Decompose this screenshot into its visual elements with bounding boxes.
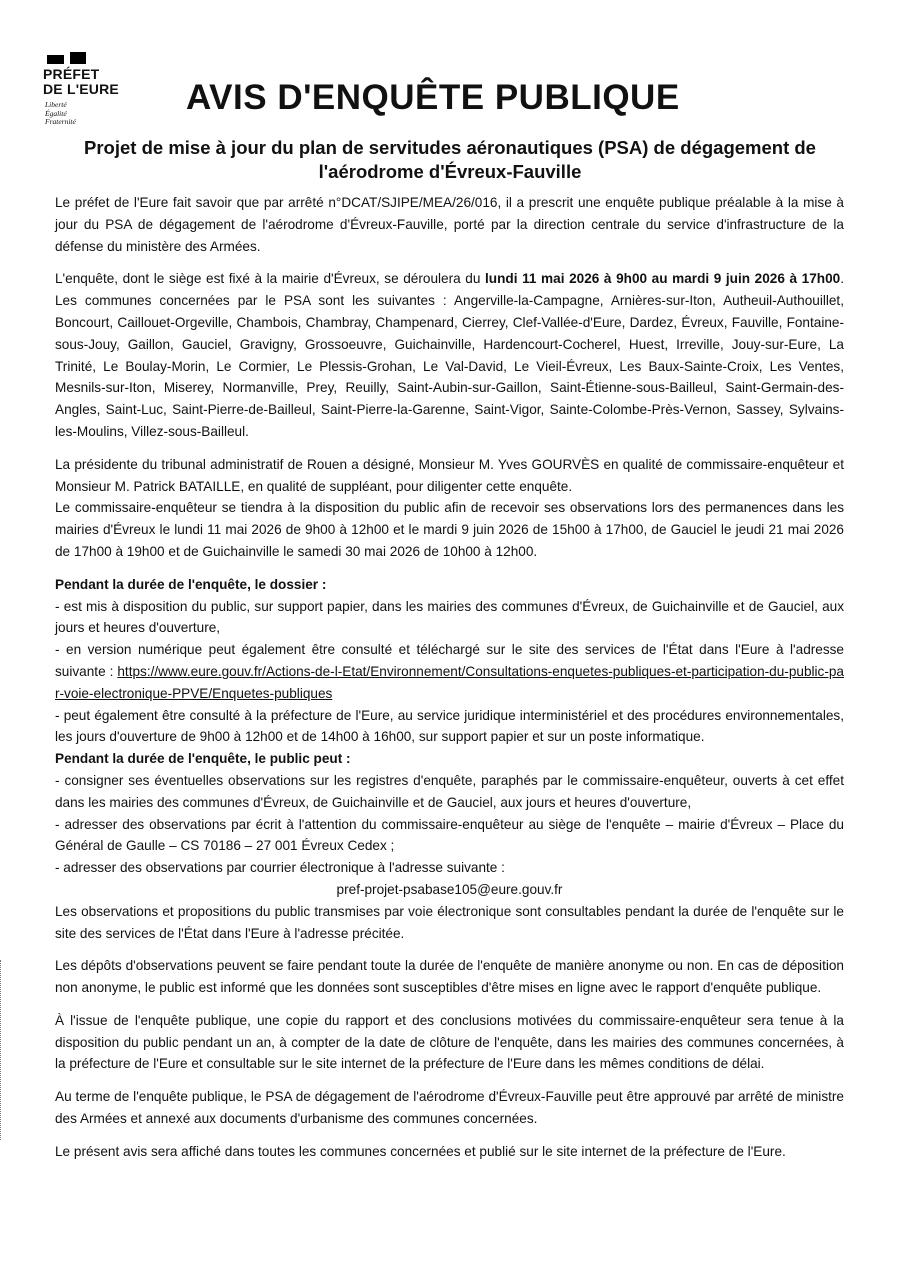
motto-egalite: Égalité [45, 108, 67, 118]
motto-liberte: Liberté [45, 100, 67, 109]
logo-line-1: PRÉFET [43, 66, 100, 82]
public-item-email: - adresser des observations par courrier électronique à l'adresse suivante : [55, 860, 505, 876]
notice-body [55, 192, 844, 1163]
dossier-item-digital [55, 639, 844, 704]
public-item-mail: - adresser des observations par écrit à l'attention du commissaire-enquêteur au siège de l'enquête – mairie d'Évreux – Place du Général de Gaulle – CS 70186 – 27 001 Évreux Cedex ; [55, 816, 844, 854]
dossier-item-prefecture: - peut également être consulté à la préfecture de l'Eure, au service juridique interministériel et des procédures environnementales, les jours d'ouverture de 9h00 à 12h00 et de 14h00 à 16h00, sur support papier et sur un poste informatique. [55, 707, 844, 745]
scan-edge-divider [0, 960, 2, 1140]
paragraph-prescription: Le préfet de l'Eure fait savoir que par arrêté n°DCAT/SJIPE/MEA/26/016, il a prescrit une enquête publique préalable à la mise à jour du PSA de dégagement de l'aérodrome d'Évreux-Fauville, porté par la direction centrale du service d'infrastructure de la défense du ministère des Armées. [55, 195, 844, 254]
marianne-flag-icon [47, 52, 143, 64]
paragraph-anonymity: Les dépôts d'observations peuvent se faire pendant toute la durée de l'enquête de manière anonyme ou non. En cas de déposition non anonyme, le public est informé que les données sont susceptibles d'être mises en ligne avec le rapport d'enquête publique. [55, 958, 844, 996]
prefecture-logo [43, 52, 143, 127]
dates-intro: L'enquête, dont le siège est fixé à la mairie d'Évreux, se déroulera du [55, 271, 486, 287]
paragraph-publication: Le présent avis sera affiché dans toutes les communes concernées et publié sur le site internet de la préfecture de l'Eure. [55, 1143, 786, 1159]
paragraph-permanences: Le commissaire-enquêteur se tiendra à la disposition du public afin de recevoir ses observations lors des permanences dans les mairies d'Évreux le lundi 11 mai 2026 de 9h00 à 12h00 et le mardi 9 juin 2026 de 15h00 à 17h00, de Gauciel le jeudi 21 mai 2026 de 17h00 à 19h00 et de Guichainville le samedi 30 mai 2026 de 10h00 à 12h00. [55, 500, 844, 559]
paragraph-online-observations: Les observations et propositions du public transmises par voie électronique sont consultables pendant la durée de l'enquête sur le site des services de l'État dans l'Eure à l'adresse précitée. [55, 903, 844, 941]
public-item-registers: - consigner ses éventuelles observations sur les registres d'enquête, paraphés par le commissaire-enquêteur, ouverts à cet effet dans les mairies des communes d'Évreux, de Guichainville et de Gauciel, aux jours et heures d'ouverture, [55, 772, 844, 810]
enquiry-dates: lundi 11 mai 2026 à 9h00 au mardi 9 juin 2026 à 17h00 [485, 271, 841, 287]
motto-fraternite: Fraternité [45, 117, 76, 126]
dossier-digital-text: - en version numérique peut également être consulté et téléchargé sur le site des services de l'État dans l'Eure à l'adresse suivante : [55, 642, 844, 679]
dossier-heading: Pendant la durée de l'enquête, le dossier : [55, 576, 327, 592]
logo-line-2: DE L'EURE [43, 81, 119, 97]
page-title: AVIS D'ENQUÊTE PUBLIQUE [186, 78, 680, 117]
dossier-item-paper: - est mis à disposition du public, sur support papier, dans les mairies des communes d'Évreux, de Guichainville et de Gauciel, aux jours et heures d'ouverture, [55, 598, 844, 636]
contact-email[interactable]: pref-projet-psabase105@eure.gouv.fr [336, 881, 563, 897]
paragraph-commissioner: La présidente du tribunal administratif de Rouen a désigné, Monsieur M. Yves GOURVÈS en qualité de commissaire-enquêteur et Monsieur M. Patrick BATAILLE, en qualité de suppléant, pour diligenter cette enquête. [55, 456, 844, 494]
paragraph-dates-communes [55, 268, 844, 442]
paragraph-approval: Au terme de l'enquête publique, le PSA de dégagement de l'aérodrome d'Évreux-Fauville peut être approuvé par arrêté de ministre des Armées et annexé aux documents d'urbanisme des communes concernées. [55, 1089, 844, 1127]
dossier-url-link[interactable]: https://www.eure.gouv.fr/Actions-de-l-Etat/Environnement/Consultations-enquetes-publiques-et-participation-du-public-par-voie-electronique-PPVE/Enquetes-publiques [55, 663, 844, 701]
public-heading: Pendant la durée de l'enquête, le public peut : [55, 751, 351, 767]
logo-motto [45, 101, 143, 127]
paragraph-report: À l'issue de l'enquête publique, une copie du rapport et des conclusions motivées du commissaire-enquêteur sera tenue à la disposition du public pendant un an, à compter de la date de clôture de l'enquête, dans les mairies des communes concernées, à la préfecture de l'Eure et consultable sur le site internet de la préfecture de l'Eure dans les mêmes conditions de délai. [55, 1012, 844, 1072]
communes-list: . Les communes concernées par le PSA sont les suivantes : Angerville-la-Campagne, Arnières-sur-Iton, Autheuil-Authouillet, Boncourt, Caillouet-Orgeville, Chambois, Chambray, Champenard, Cierrey, Clef-Vallée-d'Eure, Dardez, Évreux, Fauville, Fontaine-sous-Jouy, Gaillon, Gauciel, Gravigny, Grossoeuvre, Guichainville, Hardencourt-Cocherel, Huest, Irreville, Jouy-sur-Eure, La Trinité, Le Boulay-Morin, Le Cormier, Le Plessis-Grohan, Le Val-David, Le Vieil-Évreux, Les Baux-Sainte-Croix, Les Ventes, Mesnils-sur-Iton, Miserey, Normanville, Prey, Reuilly, Saint-Aubin-sur-Gaillon, Saint-Étienne-sous-Bailleul, Saint-Germain-des-Angles, Saint-Luc, Saint-Pierre-de-Bailleul, Saint-Pierre-la-Garenne, Saint-Vigor, Sainte-Colombe-Près-Vernon, Sassey, Sylvains-les-Moulins, Villez-sous-Bailleul. [55, 271, 844, 439]
page-subtitle: Projet de mise à jour du plan de servitudes aéronautiques (PSA) de dégagement de l'aérodrome d'Évreux-Fauville [84, 137, 816, 182]
